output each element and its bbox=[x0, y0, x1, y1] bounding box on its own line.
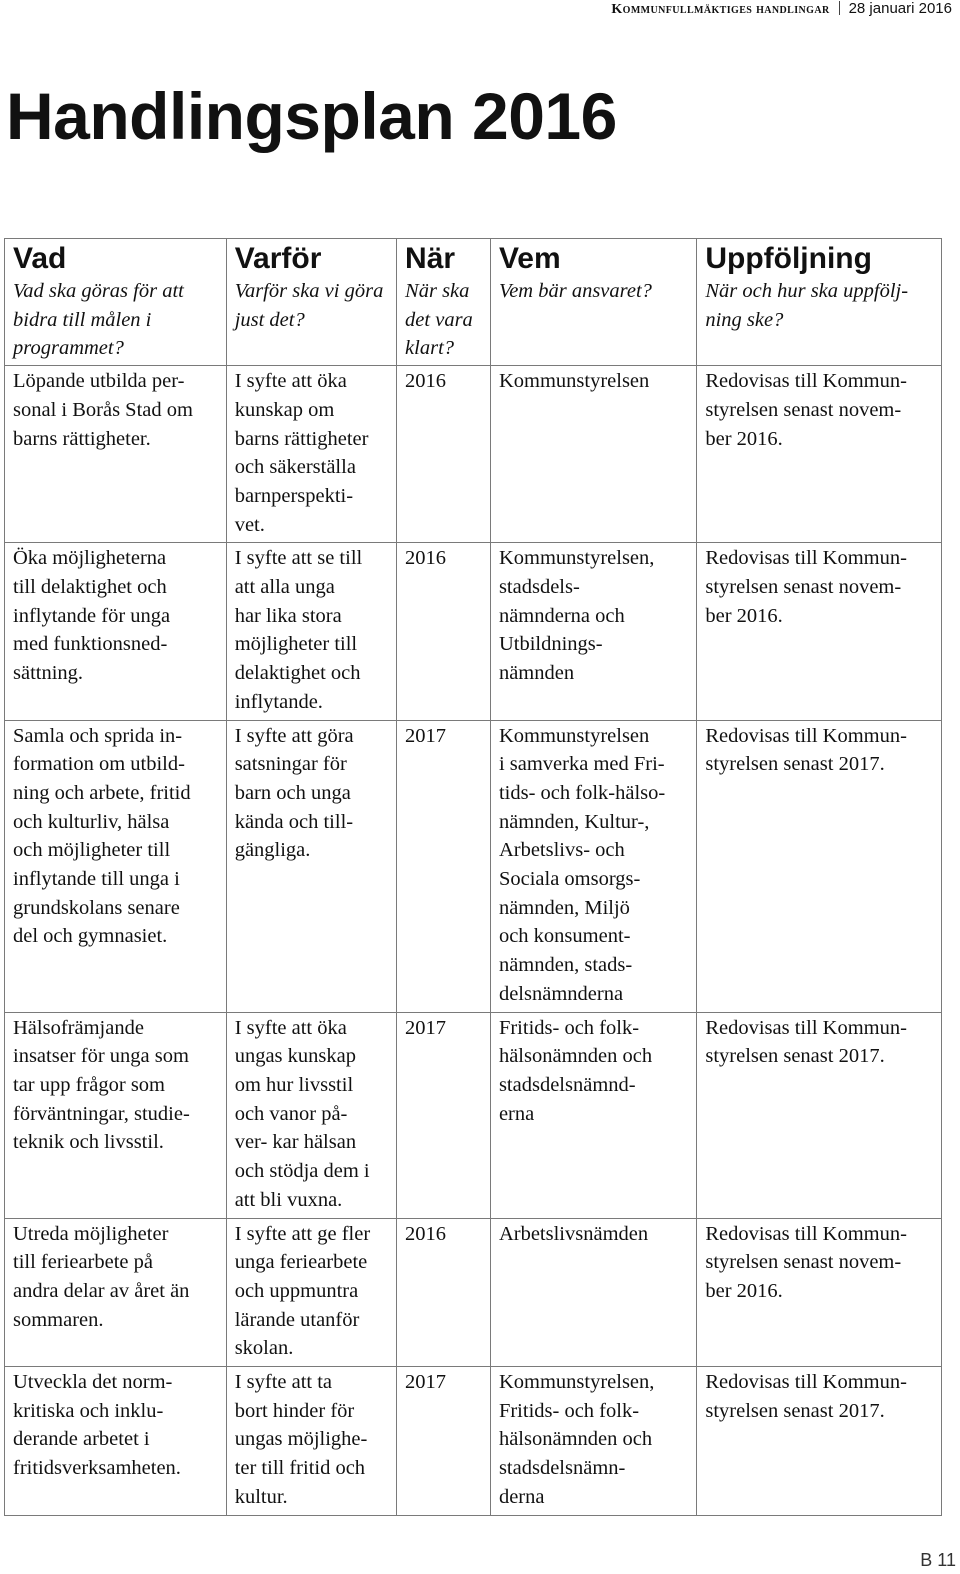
cell-nar: 2016 bbox=[397, 1218, 491, 1367]
cell-uppfoljning: Redovisas till Kommun- styrelsen senast novem- ber 2016. bbox=[697, 543, 942, 720]
cell-varfor: I syfte att se till att alla unga har lika stora möjligheter till delaktighet och inflytande. bbox=[226, 543, 396, 720]
cell-vem: Kommunstyrelsen bbox=[490, 366, 696, 543]
cell-uppfoljning: Redovisas till Kommun- styrelsen senast 2017. bbox=[697, 720, 942, 1012]
column-header-varfor bbox=[226, 239, 396, 366]
table-row bbox=[5, 1367, 942, 1516]
cell-varfor: I syfte att ta bort hinder för ungas möjlighe- ter till fritid och kultur. bbox=[226, 1367, 396, 1516]
publication-name: Kommunfullmäktiges handlingar bbox=[611, 2, 830, 17]
cell-vem: Kommunstyrelsen, stadsdels- nämnderna och Utbildnings- nämnden bbox=[490, 543, 696, 720]
column-header-uppfoljning bbox=[697, 239, 942, 366]
table-row bbox=[5, 1012, 942, 1218]
cell-nar: 2016 bbox=[397, 543, 491, 720]
table-header-row bbox=[5, 239, 942, 366]
cell-uppfoljning: Redovisas till Kommun- styrelsen senast novem- ber 2016. bbox=[697, 1218, 942, 1367]
cell-varfor: I syfte att öka ungas kunskap om hur livsstil och vanor på- ver- kar hälsan och stödja dem i att bli vuxna. bbox=[226, 1012, 396, 1218]
cell-varfor: I syfte att öka kunskap om barns rättigheter och säkerställa barnperspekti- vet. bbox=[226, 366, 396, 543]
cell-vad: Utveckla det norm- kritiska och inklu- derande arbetet i fritidsverksamheten. bbox=[5, 1367, 227, 1516]
column-subtitle: Varför ska vi göra just det? bbox=[234, 280, 384, 331]
cell-nar: 2017 bbox=[397, 720, 491, 1012]
cell-vad: Hälsofrämjande insatser för unga som tar upp frågor som förväntningar, studie- teknik och livsstil. bbox=[5, 1012, 227, 1218]
column-subtitle: Vem bär ansvaret? bbox=[498, 280, 652, 302]
cell-nar: 2017 bbox=[397, 1012, 491, 1218]
cell-nar: 2017 bbox=[397, 1367, 491, 1516]
publication-date: 28 januari 2016 bbox=[848, 0, 952, 17]
cell-uppfoljning: Redovisas till Kommun- styrelsen senast 2017. bbox=[697, 1012, 942, 1218]
table-row bbox=[5, 543, 942, 720]
page-title: Handlingsplan 2016 bbox=[6, 79, 617, 153]
cell-vem: Kommunstyrelsen i samverka med Fri- tids- och folk-hälso- nämnden, Kultur-, Arbetslivs- och Sociala omsorgs- nämnden, Miljö och konsument- nämnden, stads- delsnämnderna bbox=[490, 720, 696, 1012]
cell-nar: 2016 bbox=[397, 366, 491, 543]
running-head bbox=[611, 0, 952, 18]
column-title: Uppföljning bbox=[705, 242, 872, 275]
cell-vad: Utreda möjligheter till feriearbete på andra delar av året än sommaren. bbox=[5, 1218, 227, 1367]
column-title: När bbox=[405, 242, 456, 275]
table-row bbox=[5, 1218, 942, 1367]
column-title: Vad bbox=[13, 242, 67, 275]
action-plan-table bbox=[4, 238, 942, 1516]
column-header-vem bbox=[490, 239, 696, 366]
cell-vad: Öka möjligheterna till delaktighet och inflytande för unga med funktionsned- sättning. bbox=[5, 543, 227, 720]
column-title: Vem bbox=[498, 242, 561, 275]
cell-vem: Fritids- och folk- hälsonämnden och stadsdelsnämnd- erna bbox=[490, 1012, 696, 1218]
column-subtitle: När och hur ska uppfölj- ning ske? bbox=[705, 280, 909, 331]
cell-vem: Kommunstyrelsen, Fritids- och folk- hälsonämnden och stadsdelsnämn- derna bbox=[490, 1367, 696, 1516]
column-title: Varför bbox=[234, 242, 322, 275]
table-row bbox=[5, 720, 942, 1012]
cell-varfor: I syfte att ge fler unga feriearbete och uppmuntra lärande utanför skolan. bbox=[226, 1218, 396, 1367]
table-row bbox=[5, 366, 942, 543]
running-head-divider bbox=[839, 1, 840, 15]
column-header-vad bbox=[5, 239, 227, 366]
cell-vad: Samla och sprida in- formation om utbild- ning och arbete, fritid och kulturliv, hälsa och möjligheter till inflytande till unga i grundskolans senare del och gymnasiet. bbox=[5, 720, 227, 1012]
column-header-nar bbox=[397, 239, 491, 366]
cell-vem: Arbetslivsnämden bbox=[490, 1218, 696, 1367]
cell-vad: Löpande utbilda per- sonal i Borås Stad om barns rättigheter. bbox=[5, 366, 227, 543]
column-subtitle: Vad ska göras för att bidra till målen i programmet? bbox=[13, 280, 184, 360]
cell-uppfoljning: Redovisas till Kommun- styrelsen senast novem- ber 2016. bbox=[697, 366, 942, 543]
column-subtitle: När ska det vara klart? bbox=[405, 280, 473, 360]
cell-uppfoljning: Redovisas till Kommun- styrelsen senast 2017. bbox=[697, 1367, 942, 1516]
page-number: B 11 bbox=[920, 1550, 956, 1570]
cell-varfor: I syfte att göra satsningar för barn och unga kända och till- gängliga. bbox=[226, 720, 396, 1012]
